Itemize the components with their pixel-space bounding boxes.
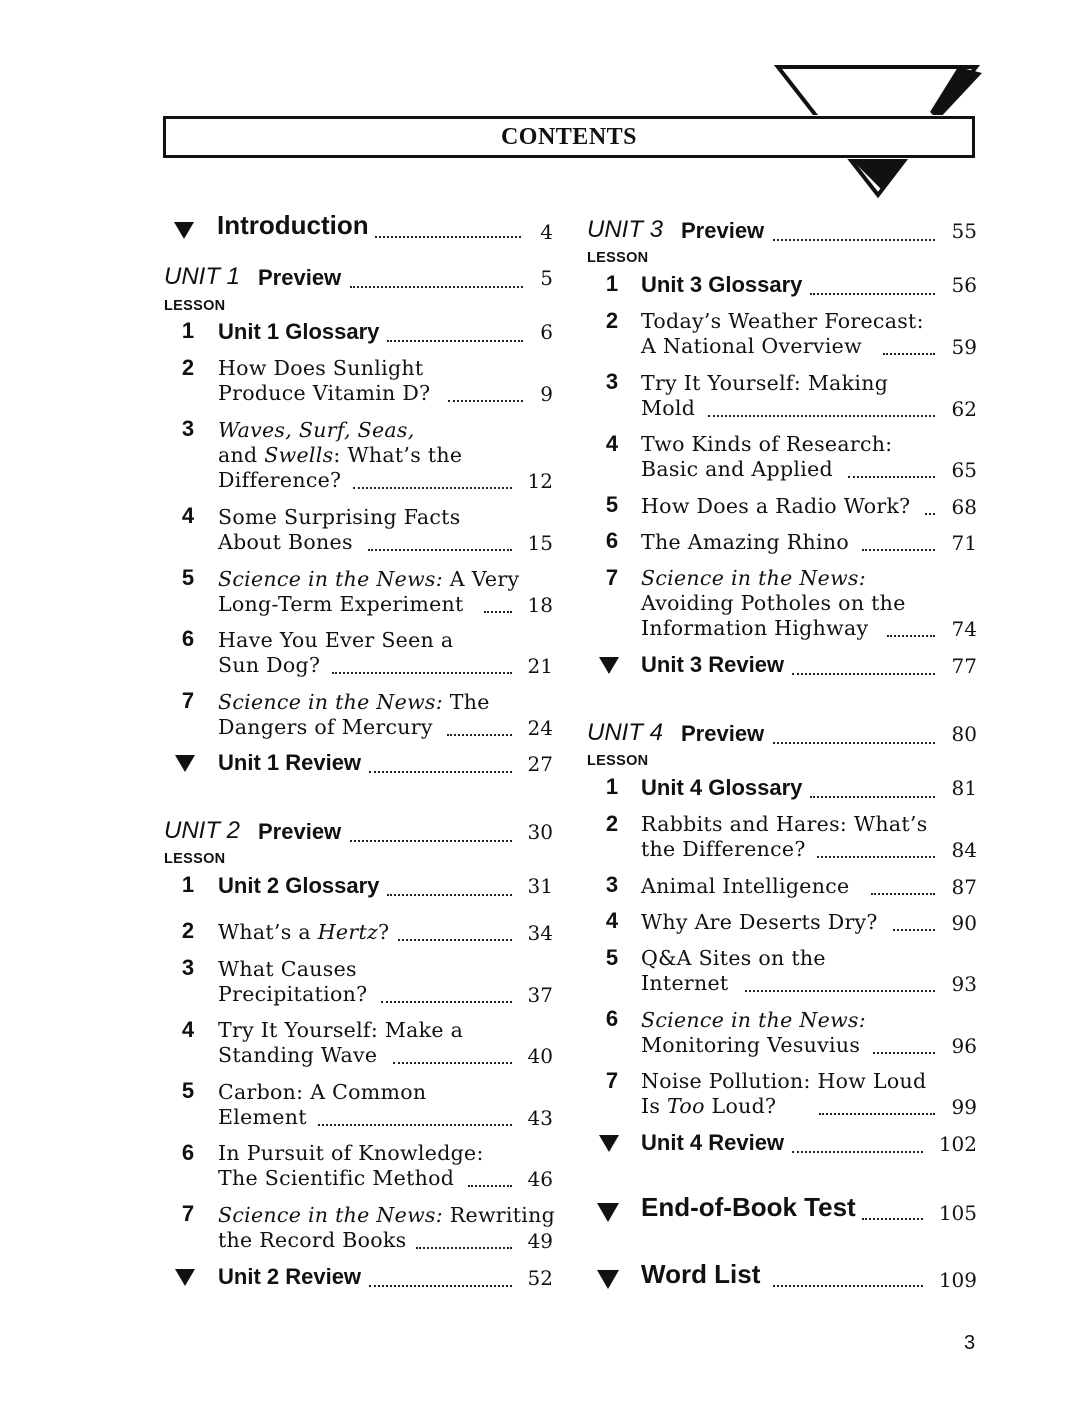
lesson-page: 6 (540, 320, 553, 344)
introduction-page: 4 (540, 220, 553, 244)
lesson-number: 4 (605, 908, 619, 933)
lesson-title-line[interactable]: Some Surprising Facts (218, 505, 461, 529)
italic-title: Science in the News: (641, 566, 866, 590)
lesson-page: 12 (527, 469, 553, 493)
leader-dots (484, 607, 512, 613)
lesson-title-line[interactable]: Today’s Weather Forecast: (641, 309, 924, 333)
lesson-page: 52 (527, 1266, 553, 1290)
lesson-number: 3 (181, 416, 195, 441)
lesson-title-line[interactable]: Noise Pollution: How Loud (641, 1069, 927, 1093)
triangle-bullet-icon (174, 222, 194, 239)
lesson-title-line[interactable]: Try It Yourself: Make a (218, 1018, 464, 1042)
triangle-bullet-icon (599, 657, 619, 674)
text-span: Is (641, 1094, 668, 1118)
leader-dots (375, 232, 521, 238)
contents-banner (163, 116, 975, 158)
unit-3-glossary[interactable]: Unit 3 Glossary (641, 272, 803, 297)
lesson-title-line[interactable]: What Causes (218, 957, 357, 981)
unit-1-glossary[interactable]: Unit 1 Glossary (218, 319, 380, 344)
leader-dots (925, 509, 935, 515)
leader-dots (887, 631, 935, 637)
lesson-number: 1 (181, 318, 195, 343)
lesson-page: 34 (527, 921, 553, 945)
lesson-title-line[interactable] (641, 1008, 866, 1033)
lesson-title-line[interactable] (218, 567, 519, 592)
italic-title: Science in the News: (641, 1008, 866, 1032)
leader-dots (773, 235, 935, 241)
leader-dots (745, 986, 935, 992)
lesson-title-line[interactable]: Rabbits and Hares: What’s (641, 812, 928, 836)
lesson-title-line[interactable]: Difference? (218, 468, 342, 492)
text-span: Rewriting (442, 1203, 556, 1227)
lesson-title-line[interactable]: Information Highway (641, 616, 869, 640)
leader-dots (398, 935, 512, 941)
lesson-page: 84 (951, 838, 977, 862)
unit-3-label: UNIT 3 (587, 216, 664, 243)
lesson-title-line[interactable]: Avoiding Potholes on the (641, 591, 906, 615)
unit-3-review[interactable]: Unit 3 Review (641, 652, 785, 677)
end-of-book-test-page: 105 (938, 1201, 977, 1225)
leader-dots (468, 1181, 512, 1187)
unit-2-label: UNIT 2 (164, 817, 241, 844)
lesson-label: LESSON (587, 753, 649, 769)
lesson-number: 5 (181, 565, 195, 590)
leader-dots (387, 336, 523, 342)
lesson-page: 87 (951, 875, 977, 899)
leader-dots (369, 1281, 512, 1287)
lesson-number: 7 (181, 1201, 195, 1226)
leader-dots (810, 792, 935, 798)
lesson-number: 5 (605, 945, 619, 970)
lesson-title-line[interactable]: Animal Intelligence (641, 874, 850, 898)
lesson-title-line[interactable]: The Scientific Method (218, 1166, 455, 1190)
italic-title: Too (667, 1094, 705, 1118)
triangle-bullet-icon (599, 1135, 619, 1152)
lesson-number: 2 (605, 811, 619, 836)
lesson-title-line[interactable]: Precipitation? (218, 982, 368, 1006)
lesson-number: 2 (181, 355, 195, 380)
lesson-title-line[interactable]: How Does Sunlight (218, 356, 424, 380)
unit-4-preview-page: 80 (951, 722, 977, 746)
leader-dots (773, 738, 935, 744)
lesson-page: 81 (951, 776, 977, 800)
lesson-title-line[interactable] (218, 1203, 555, 1228)
leader-dots (819, 1109, 935, 1115)
lesson-page: 27 (527, 752, 553, 776)
lesson-page: 43 (527, 1106, 553, 1130)
unit-4-review[interactable]: Unit 4 Review (641, 1130, 785, 1155)
leader-dots (447, 730, 512, 736)
unit-1-label: UNIT 1 (164, 263, 241, 290)
leader-dots (862, 1214, 923, 1220)
lesson-number: 1 (181, 872, 195, 897)
italic-title: Science in the News: (218, 690, 443, 714)
lesson-number: 3 (605, 872, 619, 897)
lesson-page: 77 (951, 654, 977, 678)
leader-dots (871, 889, 935, 895)
lesson-title-line[interactable]: How Does a Radio Work? (641, 494, 911, 518)
triangle-bullet-icon (597, 1203, 619, 1222)
lesson-number: 6 (181, 626, 195, 651)
leader-dots (873, 1048, 935, 1054)
italic-title: Waves, Surf, Seas, (218, 418, 415, 442)
text-span: What’s a (218, 920, 318, 944)
italic-title: Hertz (317, 920, 379, 944)
word-list[interactable]: Word List (641, 1259, 761, 1289)
lesson-page: 65 (951, 458, 977, 482)
lesson-number: 2 (605, 308, 619, 333)
lesson-page: 9 (540, 382, 553, 406)
leader-dots (708, 411, 935, 417)
lesson-title-line[interactable]: Long-Term Experiment (218, 592, 464, 616)
triangle-bullet-icon (175, 755, 195, 772)
lesson-number: 4 (181, 503, 195, 528)
lesson-title-line[interactable]: Monitoring Vesuvius (641, 1033, 861, 1057)
unit-2-glossary[interactable]: Unit 2 Glossary (218, 873, 380, 898)
lesson-number: 3 (605, 369, 619, 394)
leader-dots (810, 289, 935, 295)
leader-dots (369, 767, 512, 773)
lesson-title-line[interactable]: A National Overview (641, 334, 862, 358)
italic-title: Science in the News: (218, 1203, 443, 1227)
lesson-title-line[interactable]: Q&A Sites on the (641, 946, 826, 970)
lesson-title-line[interactable]: Mold (641, 396, 696, 420)
lesson-page: 93 (951, 972, 977, 996)
lesson-label: LESSON (587, 250, 649, 266)
lesson-page: 90 (951, 911, 977, 935)
lesson-number: 1 (605, 271, 619, 296)
lesson-title-line[interactable]: Dangers of Mercury (218, 715, 433, 739)
lesson-number: 7 (605, 565, 619, 590)
lesson-title-line[interactable] (218, 443, 462, 468)
lesson-title-line[interactable]: Carbon: A Common (218, 1080, 427, 1104)
lesson-number: 4 (181, 1017, 195, 1042)
leader-dots (848, 472, 935, 478)
page-number: 3 (964, 1332, 976, 1354)
lesson-title-line[interactable]: the Record Books (218, 1228, 407, 1252)
lesson-number: 5 (605, 492, 619, 517)
lesson-title-line[interactable]: Produce Vitamin D? (218, 381, 431, 405)
leader-dots (332, 668, 512, 674)
introduction-label[interactable]: Introduction (217, 210, 369, 240)
leader-dots (893, 925, 935, 931)
lesson-page: 31 (527, 874, 553, 898)
text-span: A Very (442, 567, 520, 591)
unit-2-review[interactable]: Unit 2 Review (218, 1264, 362, 1289)
leader-dots (416, 1243, 512, 1249)
end-of-book-test[interactable]: End-of-Book Test (641, 1192, 856, 1222)
lesson-title-line[interactable]: The Amazing Rhino (641, 530, 850, 554)
unit-1-preview[interactable]: Preview (258, 265, 342, 290)
leader-dots (862, 545, 935, 551)
triangle-bullet-icon (597, 1270, 619, 1289)
lesson-number: 5 (181, 1078, 195, 1103)
unit-3-preview[interactable]: Preview (681, 218, 765, 243)
lesson-page: 59 (951, 335, 977, 359)
lesson-title-line[interactable] (641, 1094, 776, 1119)
lesson-page: 24 (527, 716, 553, 740)
leader-dots (773, 1281, 923, 1287)
lesson-title-line[interactable]: Why Are Deserts Dry? (641, 910, 878, 934)
unit-2-preview-page: 30 (527, 820, 553, 844)
lesson-page: 46 (527, 1167, 553, 1191)
lesson-title-line[interactable]: Standing Wave (218, 1043, 378, 1067)
leader-dots (883, 349, 935, 355)
italic-title: Swells (264, 443, 334, 467)
lesson-number: 2 (181, 918, 195, 943)
lesson-title-line[interactable]: In Pursuit of Knowledge: (218, 1141, 484, 1165)
lesson-title-line[interactable]: the Difference? (641, 837, 806, 861)
lesson-page: 49 (527, 1229, 553, 1253)
lesson-page: 71 (951, 531, 977, 555)
lesson-number: 1 (605, 774, 619, 799)
lesson-page: 21 (527, 654, 553, 678)
leader-dots (792, 1147, 923, 1153)
lesson-page: 56 (951, 273, 977, 297)
italic-title: Science in the News: (218, 567, 443, 591)
lesson-title-line[interactable]: Basic and Applied (641, 457, 833, 481)
lesson-title-line[interactable] (641, 566, 866, 591)
header-decoration (0, 0, 1080, 220)
lesson-number: 6 (605, 528, 619, 553)
lesson-number: 6 (181, 1140, 195, 1165)
leader-dots (817, 852, 935, 858)
lesson-title-line[interactable]: About Bones (218, 530, 353, 554)
lesson-page: 18 (527, 593, 553, 617)
lesson-label: LESSON (164, 851, 226, 867)
lesson-page: 99 (951, 1095, 977, 1119)
text-span: : What’s the (333, 443, 463, 467)
leader-dots (393, 1058, 512, 1064)
lesson-title-line[interactable]: Internet (641, 971, 729, 995)
text-span: The (442, 690, 490, 714)
lesson-title-line[interactable] (218, 920, 389, 945)
triangle-bullet-icon (175, 1269, 195, 1286)
lesson-page: 62 (951, 397, 977, 421)
lesson-page: 40 (527, 1044, 553, 1068)
leader-dots (448, 396, 523, 402)
leader-dots (387, 890, 512, 896)
lesson-title-line[interactable] (218, 418, 415, 443)
lesson-number: 7 (181, 688, 195, 713)
unit-4-preview[interactable]: Preview (681, 721, 765, 746)
text-span: ? (378, 920, 390, 944)
lesson-title-line[interactable]: Two Kinds of Research: (641, 432, 893, 456)
page-title: CONTENTS (500, 123, 638, 150)
leader-dots (353, 483, 512, 489)
lesson-title-line[interactable] (218, 690, 490, 715)
lesson-page: 74 (951, 617, 977, 641)
leader-dots (350, 836, 512, 842)
unit-1-preview-page: 5 (540, 266, 553, 290)
leader-dots (350, 282, 523, 288)
lesson-page: 96 (951, 1034, 977, 1058)
lesson-title-line[interactable]: Sun Dog? (218, 653, 321, 677)
lesson-page: 68 (951, 495, 977, 519)
unit-1-review[interactable]: Unit 1 Review (218, 750, 362, 775)
leader-dots (368, 545, 512, 551)
unit-4-label: UNIT 4 (587, 719, 664, 746)
lesson-page: 102 (938, 1132, 977, 1156)
lesson-title-line[interactable]: Element (218, 1105, 307, 1129)
lesson-page: 37 (527, 983, 553, 1007)
text-span: Loud? (704, 1094, 777, 1118)
leader-dots (792, 669, 935, 675)
leader-dots (318, 1120, 512, 1126)
lesson-number: 3 (181, 955, 195, 980)
unit-4-glossary[interactable]: Unit 4 Glossary (641, 775, 803, 800)
leader-dots (381, 997, 512, 1003)
lesson-label: LESSON (164, 298, 226, 314)
lesson-number: 7 (605, 1068, 619, 1093)
lesson-title-line[interactable]: Have You Ever Seen a (218, 628, 454, 652)
lesson-title-line[interactable]: Try It Yourself: Making (641, 371, 889, 395)
text-span: and (218, 443, 265, 467)
word-list-page: 109 (938, 1268, 977, 1292)
unit-3-preview-page: 55 (951, 219, 977, 243)
lesson-page: 15 (527, 531, 553, 555)
lesson-number: 4 (605, 431, 619, 456)
unit-2-preview[interactable]: Preview (258, 819, 342, 844)
lesson-number: 6 (605, 1006, 619, 1031)
